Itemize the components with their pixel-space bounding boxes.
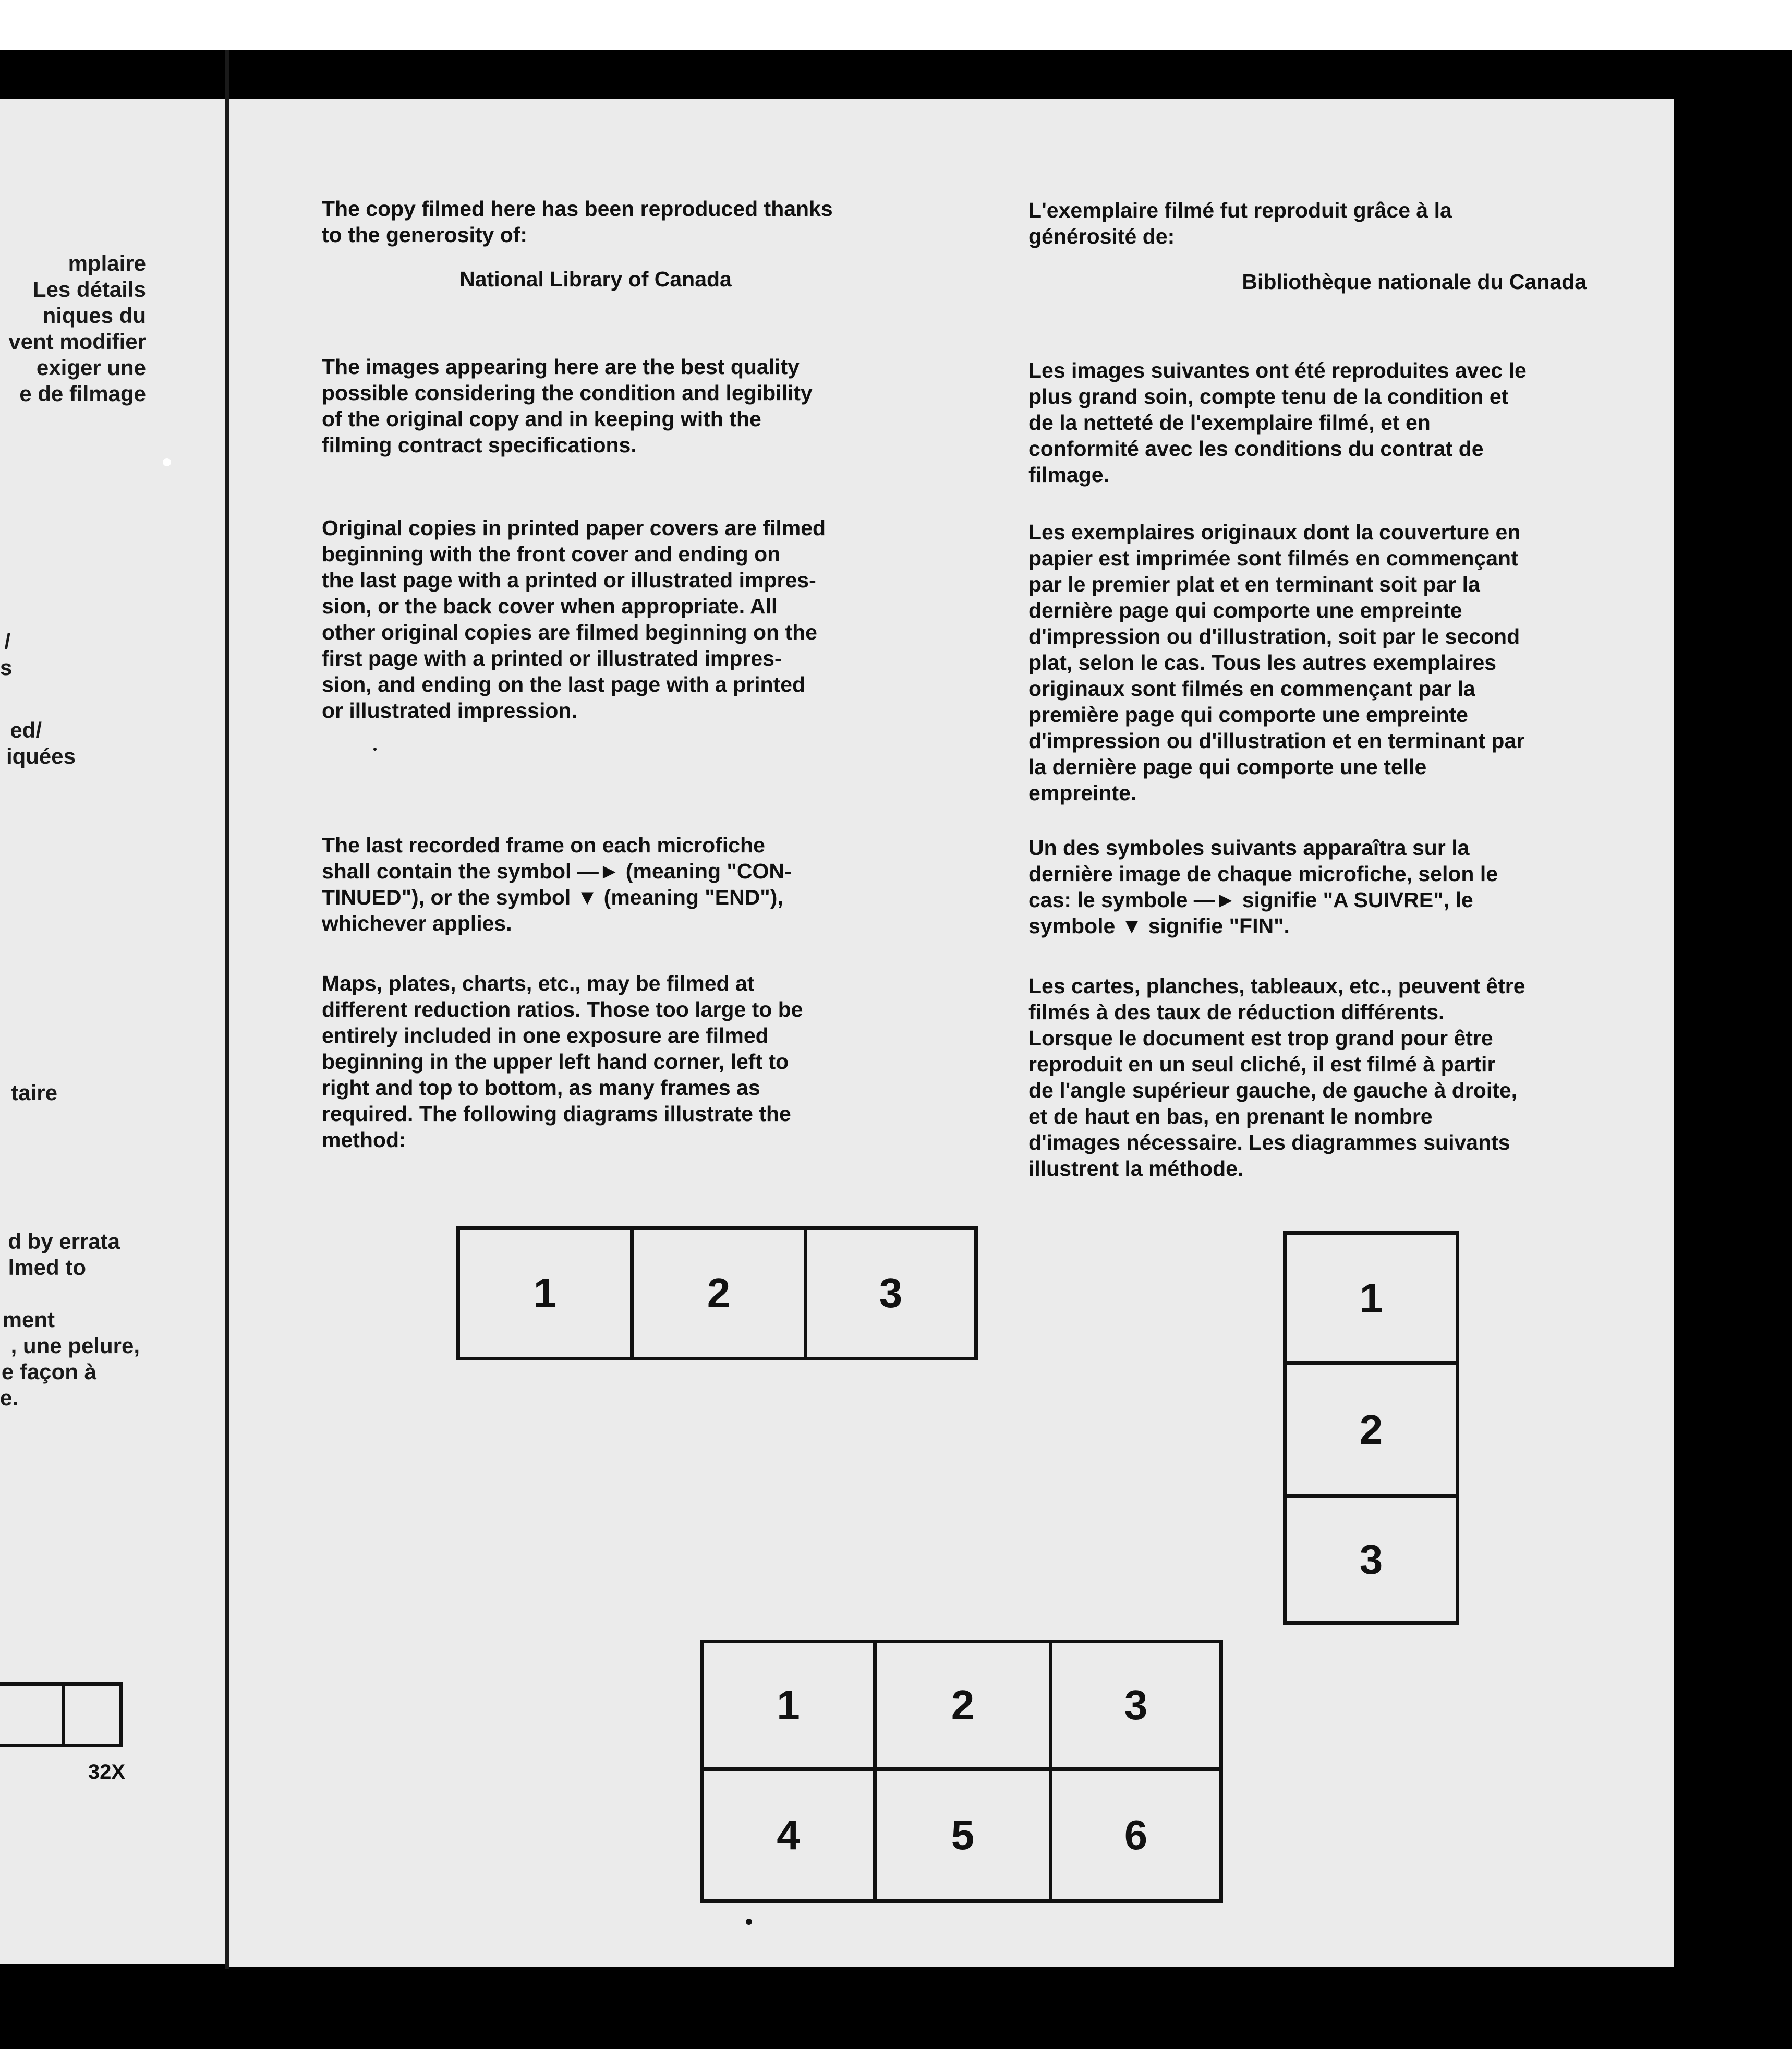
french-thanks [1028,197,1602,249]
french-maps [1028,973,1602,1182]
english-thanks [322,196,911,248]
ruler-segment [62,1682,123,1747]
left-text-line: Les détails [32,277,146,302]
diagram-cell: 2 [877,1643,1052,1771]
french-symbols-text: Un des symboles suivants apparaîtra sur la dernière image de chaque microfiche, selon le cas: le symbole —► signifie "A SUIVRE", le symbole ▼ signifie "FIN". [1028,836,1498,938]
diagram-cell: 3 [879,1270,903,1316]
page-gutter [225,50,229,1969]
ruler-segment [31,1682,65,1747]
french-institution-name: Bibliothèque nationale du Canada [1242,270,1587,294]
diagram-cell: 2 [1287,1365,1456,1498]
diagram-cell: 3 [1359,1536,1383,1583]
english-covers-text: Original copies in printed paper covers are filmed beginning with the front cover and ending on the last page with a printed or illustrated impres- sion, or the back cover when appropriate. All other original copies are filmed beginning on the first page with a printed or illustrated impres- sion, and ending on the last page with a printed or illustrated impression. [322,516,826,722]
english-symbols-text: The last recorded frame on each microfiche shall contain the symbol —► (meaning "CON- TINUED"), or the symbol ▼ (meaning "END"), whichever applies. [322,833,792,935]
english-quality-text: The images appearing here are the best quality possible considering the condition and legibility of the original copy and in keeping with the filming contract specifications. [322,355,813,457]
diagram-cell: 1 [460,1230,634,1357]
left-text-line: e de filmage [19,381,146,406]
english-symbols [322,832,911,936]
diagram-cell: 4 [704,1771,877,1899]
top-margin [0,0,1792,50]
french-covers-text: Les exemplaires originaux dont la couverture en papier est imprimée sont filmés en commençant par le premier plat et en terminant soit par la dernière page qui comporte une empreinte d'impression ou d'illustration, soit par le second plat, selon le cas. Tous les autres exemplaires originaux sont filmés en commençant par la première page qui comporte une empreinte d'impression ou d'illustration et en terminant par la dernière page qui comporte une telle empreinte. [1028,520,1525,805]
diagram-cell: 1 [1287,1235,1456,1365]
horizontal-frame-diagram [456,1226,978,1360]
left-text-line: vent modifier [8,329,146,354]
left-text-line: ment [2,1307,55,1332]
ruler-label: 32X [88,1761,125,1783]
french-thanks-text: L'exemplaire filmé fut reproduit grâce à la générosité de: [1028,198,1452,248]
english-maps-text: Maps, plates, charts, etc., may be filmed at different reduction ratios. Those too large to be entirely included in one exposure are filmed beginning in the upper left hand corner, left to right and top to bottom, as many frames as required. The following diagrams illustrate the method: [322,971,803,1152]
left-text-line: lmed to [8,1255,86,1280]
english-maps [322,970,911,1153]
english-thanks-text: The copy filmed here has been reproduced thanks to the generosity of: [322,197,833,247]
french-institution [1028,269,1587,295]
diagram-cell: 1 [704,1643,877,1771]
resolution-ruler [0,1682,123,1747]
left-text-line: iquées [6,744,76,768]
left-text-line: / [4,629,10,654]
scan-speck [163,458,171,466]
french-covers [1028,519,1602,806]
diagram-cell: 3 [1052,1643,1219,1771]
diagram-cell: 2 [634,1230,807,1357]
left-text-line: d by errata [8,1229,120,1253]
diagram-cell: 5 [877,1771,1052,1899]
vertical-frame-diagram [1283,1231,1459,1625]
french-maps-text: Les cartes, planches, tableaux, etc., peuvent être filmés à des taux de réduction différents. Lorsque le document est trop grand pour être reproduit en un seul cliché, il est filmé à partir de l'angle supérieur gauche, de gauche à droite, et de haut en bas, en prenant le nombre d'images nécessaire. Les diagrammes suivants illustrent la méthode. [1028,974,1525,1180]
diagram-cell: 6 [1124,1812,1148,1858]
left-text-line: e façon à [1,1359,96,1384]
grid-frame-diagram [700,1640,1223,1903]
scan-speck [373,748,377,751]
scan-speck [746,1919,752,1925]
english-quality [322,354,911,458]
left-text-line: taire [11,1080,57,1105]
left-text-line: e. [0,1385,19,1410]
left-text-line: exiger une [36,355,146,380]
french-symbols [1028,835,1602,939]
left-text-line: s [0,655,13,680]
french-quality [1028,357,1602,488]
french-quality-text: Les images suivantes ont été reproduites avec le plus grand soin, compte tenu de la condition et de la netteté de l'exemplaire filmé, et en conformité avec les conditions du contrat de filmage. [1028,358,1527,487]
left-text-line: mplaire [68,251,146,275]
left-text-line: , une pelure, [10,1333,140,1358]
left-text-line: ed/ [10,718,42,742]
english-institution-name: National Library of Canada [459,267,732,291]
english-covers [322,515,911,724]
left-text-line: niques du [42,303,146,328]
english-institution [322,266,869,292]
